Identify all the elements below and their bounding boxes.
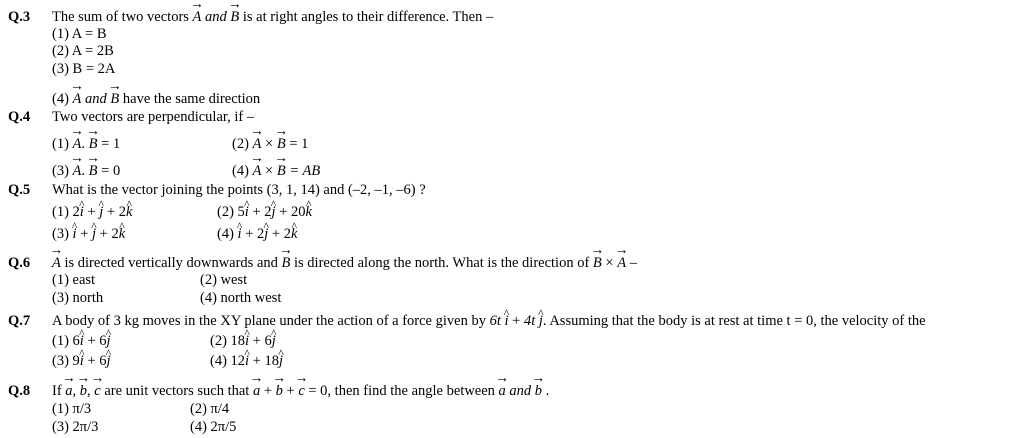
question-6-stem: → A is directed vertically downwards and → B is directed along the north. What is the direction of → B × → A – <box>52 255 637 272</box>
question-7-option-4: (4) 12^ i + 18^ j <box>210 353 283 370</box>
question-4-stem: Two vectors are perpendicular, if – <box>52 109 255 125</box>
question-7-option-1: (1) 6^ i + 6^ j <box>52 333 111 350</box>
question-3-number: Q.3 <box>8 9 31 25</box>
question-5-option-2: (2) 5^ i + 2^ j + 20^ k <box>217 204 312 221</box>
question-4-option-1: (1) → A. → B = 1 <box>52 136 120 153</box>
question-3-stem: The sum of two vectors → A and → B is at right angles to their difference. Then – <box>52 9 493 26</box>
question-7-option-3: (3) 9^ i + 6^ j <box>52 353 111 370</box>
question-6-option-1: (1) east <box>52 272 96 288</box>
question-6-option-4: (4) north west <box>200 290 282 306</box>
vector-b: → B <box>230 9 239 26</box>
question-4-number: Q.4 <box>8 109 31 125</box>
question-6-option-2: (2) west <box>200 272 248 288</box>
question-4-option-2: (2) → A × → B = 1 <box>232 136 308 153</box>
question-5-stem: What is the vector joining the points (3, 1, 14) and (–2, –1, –6) ? <box>52 182 426 198</box>
question-8-number: Q.8 <box>8 383 31 399</box>
question-7-stem: A body of 3 kg moves in the XY plane under the action of a force given by 6t ^ i + 4t ^ j. Assuming that the body is at rest at time t = 0, the velocity of the <box>52 313 926 330</box>
question-7-number: Q.7 <box>8 313 31 329</box>
question-4-option-4: (4) → A × → B = AB <box>232 163 320 180</box>
question-5-option-4: (4) ^ i + 2^ j + 2^ k <box>217 226 297 243</box>
question-8-option-2: (2) π/4 <box>190 401 230 417</box>
question-3-option-1: (1) A = B <box>52 26 107 42</box>
question-5-option-3: (3) ^ i + ^ j + 2^ k <box>52 226 125 243</box>
question-3-option-4: (4) → A and → B have the same direction <box>52 91 260 108</box>
question-7-option-2: (2) 18^ i + 6^ j <box>210 333 276 350</box>
question-8-option-4: (4) 2π/5 <box>190 419 237 435</box>
question-4-option-3: (3) → A. → B = 0 <box>52 163 120 180</box>
question-8-stem: If → a, → b, → c are unit vectors such that → a + → b + → c = 0, then find the angle between → a and → b . <box>52 383 549 400</box>
question-6-number: Q.6 <box>8 255 31 271</box>
question-3-option-2: (2) A = 2B <box>52 43 114 59</box>
question-3-option-3: (3) B = 2A <box>52 61 116 77</box>
vector-a: → A <box>193 9 202 26</box>
question-5-option-1: (1) 2^ i + ^ j + 2^ k <box>52 204 132 221</box>
question-8-option-3: (3) 2π/3 <box>52 419 99 435</box>
question-6-option-3: (3) north <box>52 290 104 306</box>
question-8-option-1: (1) π/3 <box>52 401 92 417</box>
question-5-number: Q.5 <box>8 182 31 198</box>
